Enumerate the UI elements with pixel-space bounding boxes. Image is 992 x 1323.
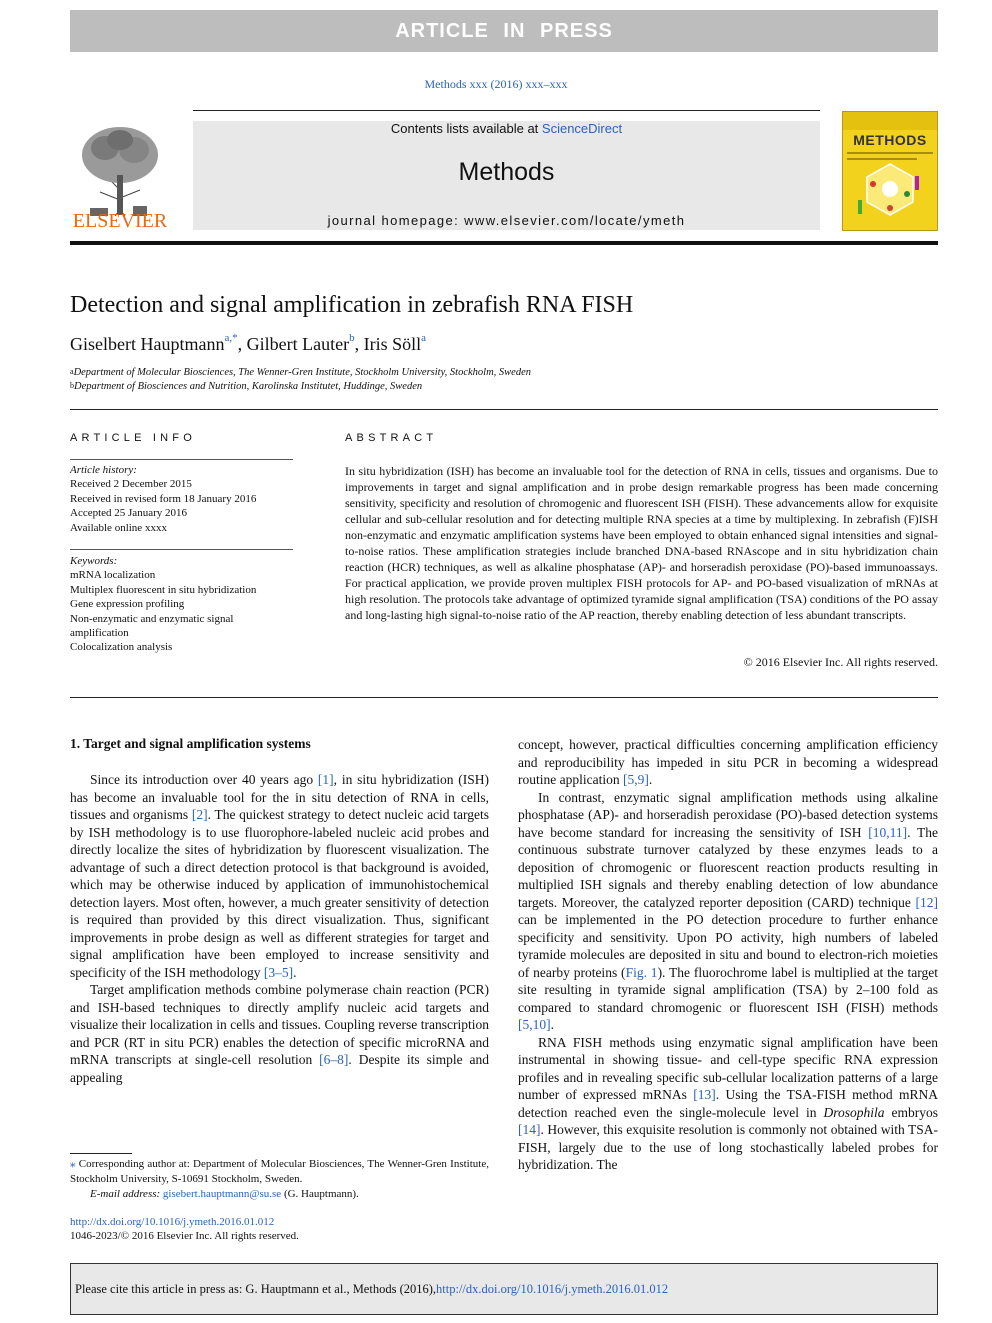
- text-run: .: [648, 772, 653, 787]
- article-history: Article history: Received 2 December 2015 Received in revised form 18 January 2016 Accepted 25 January 2016 Available online xxxx: [70, 463, 293, 535]
- citation-link[interactable]: [1]: [317, 772, 334, 787]
- citation-link[interactable]: [5,10]: [518, 1017, 551, 1032]
- citation-link[interactable]: [5,9]: [622, 772, 649, 787]
- section-heading: 1. Target and signal amplification systems: [70, 736, 311, 751]
- abstract-heading: ABSTRACT: [345, 432, 438, 444]
- citation-link[interactable]: [14]: [518, 1122, 541, 1137]
- author-list: [70, 334, 426, 355]
- text-run: In contrast, enzymatic signal amplification methods using alkaline phosphatase (AP)- and horseradish peroxidase (PO)-based detection systems have become standard for increasing the sensitivity of ISH: [518, 789, 938, 840]
- paragraph: [518, 736, 938, 789]
- keyword: Multiplex fluorescent in situ hybridization: [70, 583, 257, 596]
- abstract-text: In situ hybridization (ISH) has become an invaluable tool for the detection of RNA in cells, tissues and organisms. Due to improvements in target and signal amplification and in probe design remarkable progress has been made concerning sensitivity, specificity and resolution of chromogenic and fluorescent ISH (FISH). These advancements allow for exquisite cellular and sub-cellular resolution and for detecting multiple RNA species at a time by multiplexing. In zebrafish (F)ISH non-enzymatic and enzymatic amplification systems have been employed to obtain enhanced signal intensities and signal-to-noise ratios. These amplification strategies include branched DNA-based RNAscope and in situ hybridization chain reaction (HCR) techniques, as well as alkaline phosphatase (AP)- and horseradish peroxidase (PO)-based immunoassays. For practical application, we provide proven multiplex FISH protocols for AP- and PO-based visualization of mRNAs at high resolution. The protocols take advantage of optimized tyramide signal amplification (TSA) conditions of the PO assay and long-lasting high signal-to-noise ratio of the AP reaction, thereby enabling detection of less abundant transcripts.: [345, 464, 938, 622]
- text-run: Target amplification methods combine polymerase chain reaction (PCR) and ISH-based techniques to directly amplify nucleic acid targets and visualize their localization in cells and tissues. Coupling reverse transcription and PCR (RT in situ PCR) enables the detection of specific microRNA and mRNA transcripts at single-cell resolution: [70, 982, 489, 1067]
- citation-doi-link[interactable]: http://dx.doi.org/10.1016/j.ymeth.2016.01.012: [436, 1281, 669, 1296]
- header-top-rule: [193, 110, 820, 111]
- citation-link[interactable]: [13]: [693, 1087, 716, 1102]
- paragraph: [70, 771, 489, 981]
- article-in-press-banner: ARTICLE IN PRESS: [70, 10, 938, 52]
- text-run: embryos: [884, 1104, 939, 1120]
- affiliation: $^a$Department of Molecular Biosciences, The Wenner-Gren Institute, Stockholm University, Stockholm, Sweden: [70, 367, 531, 378]
- author-affiliation-mark[interactable]: b: [349, 332, 355, 344]
- text-run: RNA FISH methods using enzymatic signal amplification have been instrumental in showing tissue- and cell-type specific RNA expression profiles and in revealing specific sub-cellular localization patterns of a large number of expressed mRNAs: [518, 1034, 938, 1102]
- keyword: Gene expression profiling: [70, 598, 185, 611]
- article-title: Detection and signal amplification in zebrafish RNA FISH: [70, 292, 634, 318]
- journal-reference[interactable]: Methods xxx (2016) xxx–xxx: [424, 77, 568, 91]
- author: Giselbert Hauptmann$^{a,*}$,: [70, 332, 247, 354]
- left-column: [70, 771, 489, 1086]
- history-entry: Received in revised form 18 January 2016: [70, 492, 257, 505]
- text-run: . However, this exquisite resolution is commonly not obtained with TSA-FISH, largely due to the use of long stochastically labeled probes for hybridization. The: [518, 1122, 938, 1172]
- text-run: ). The fluorochrome label is multiplied at the target site resulting in tyramide signal amplification (TSA) by 2–100 fold as compared to standard chromogenic or fluorescent ISH (FISH) methods: [518, 964, 939, 1015]
- citation-link[interactable]: [6–8]: [319, 1052, 349, 1067]
- paragraph: [518, 789, 938, 1034]
- divider: [70, 459, 293, 460]
- cover-title: METHODS: [853, 132, 927, 148]
- issn-line: 1046-2023/© 2016 Elsevier Inc. All rights reserved.: [70, 1230, 299, 1242]
- history-entry: Received 2 December 2015: [70, 478, 192, 491]
- text-run: . The quickest strategy to detect nucleic acid targets by ISH methodology is to use fluorophore-labeled nucleic acid probes and directly localize the sites of hybridization by fluorescent visualization. The advantage of such a direct detection protocol is that background is avoided, which may be otherwise induced by application of immunohistochemical detection layers. Most often, however, a much greater sensitivity of detection is required than provided by this direct visualization. Thus, significant improvements in probe design as well as different strategies for target and signal amplification have been employed to increase sensitivity and specificity of the ISH methodology: [70, 807, 489, 980]
- history-entry: Accepted 25 January 2016: [70, 507, 187, 520]
- footnote-rule: [70, 1153, 132, 1154]
- keyword: Non-enzymatic and enzymatic signal amplification: [70, 612, 234, 640]
- divider: [70, 549, 293, 550]
- header-bottom-rule: [70, 241, 938, 245]
- paragraph: [518, 1034, 938, 1174]
- keywords: Keywords: mRNA localization Multiplex fluorescent in situ hybridization Gene expression profiling Non-enzymatic and enzymatic signal amplification Colocalization analysis: [70, 554, 293, 655]
- author: Gilbert Lauter$^b$,: [246, 332, 364, 354]
- author-affiliation-mark[interactable]: a: [421, 332, 426, 344]
- text-run: . Using the TSA-FISH method mRNA detection reached even the single-molecule level in: [518, 1087, 938, 1120]
- author: Iris Söll$^a$: [363, 332, 426, 354]
- doi-link[interactable]: http://dx.doi.org/10.1016/j.ymeth.2016.01.012: [70, 1216, 275, 1228]
- right-column: [518, 736, 938, 1174]
- keyword: mRNA localization: [70, 569, 156, 582]
- citation-link[interactable]: Fig. 1: [625, 964, 658, 980]
- author-affiliation-mark[interactable]: a,*: [224, 332, 238, 344]
- contents-line: [193, 121, 820, 136]
- text-run: . Despite its simple and appealing: [70, 1052, 489, 1085]
- citation-box: Please cite this article in press as: G. Hauptmann et al., Methods (2016), http://dx.doi.org/10.1016/j.ymeth.2016.01.012: [70, 1263, 938, 1315]
- text-run: .: [550, 1017, 554, 1032]
- text-run: . The continuous substrate turnover catalyzed by these enzymes leads to a deposition of chromogenic or fluorescent reaction products resulting in multiplied ISH signals and thereby enabling detection of low abundance targets. Moreover, the catalyzed reporter deposition (CARD) technique: [518, 824, 939, 910]
- citation-link[interactable]: [10,11]: [868, 824, 908, 840]
- text-run: can be implemented in the PO detection procedure to further enhance specificity and sensitivity. Upon PO activity, high numbers of labeled tyramide molecules are deposited in situ and bound to electron-rich moieties of nearby proteins (: [518, 912, 938, 980]
- text-run: , in situ hybridization (ISH) has become an invaluable tool for the in situ detection of RNA in cells, tissues and organisms: [70, 772, 489, 822]
- text-run: Since its introduction over 40 years ago: [90, 772, 318, 787]
- elsevier-wordmark: ELSEVIER: [72, 210, 168, 232]
- citation-link[interactable]: [2]: [191, 807, 208, 822]
- citation-link[interactable]: [3–5]: [263, 964, 294, 980]
- cover-artwork: [843, 112, 937, 230]
- article-info-heading: ARTICLE INFO: [70, 432, 196, 444]
- divider: [70, 409, 938, 410]
- affiliation: $^b$Department of Biosciences and Nutrition, Karolinska Institutet, Huddinge, Sweden: [70, 381, 423, 392]
- divider: [70, 697, 938, 698]
- email-link[interactable]: gisebert.hauptmann@su.se: [162, 1188, 282, 1200]
- corresponding-author-footnote: ⁎ Corresponding author at: Department of Molecular Biosciences, The Wenner-Gren Institute, Stockholm University, S-10691 Stockholm, Sweden. E-mail address: gisebert.hauptmann@su.se (G. Hauptmann).: [70, 1158, 489, 1200]
- keyword: Colocalization analysis: [70, 641, 173, 654]
- text-run: concept, however, practical difficulties concerning amplification efficiency and reproducibility has impeded in situ PCR in becoming a widespread routine application: [518, 737, 938, 787]
- history-entry: Available online xxxx: [70, 521, 167, 534]
- text-run: Drosophila: [823, 1104, 885, 1120]
- paragraph: [70, 981, 489, 1086]
- sciencedirect-link[interactable]: ScienceDirect: [541, 121, 623, 136]
- journal-name: Methods: [458, 158, 555, 186]
- text-run: .: [293, 964, 297, 980]
- journal-homepage[interactable]: journal homepage: www.elsevier.com/locate/ymeth: [327, 213, 686, 228]
- journal-cover-thumbnail: [842, 111, 938, 231]
- contents-prefix: Contents lists available at: [390, 121, 542, 136]
- abstract-copyright: © 2016 Elsevier Inc. All rights reserved.: [743, 655, 938, 669]
- citation-link[interactable]: [12]: [915, 894, 938, 910]
